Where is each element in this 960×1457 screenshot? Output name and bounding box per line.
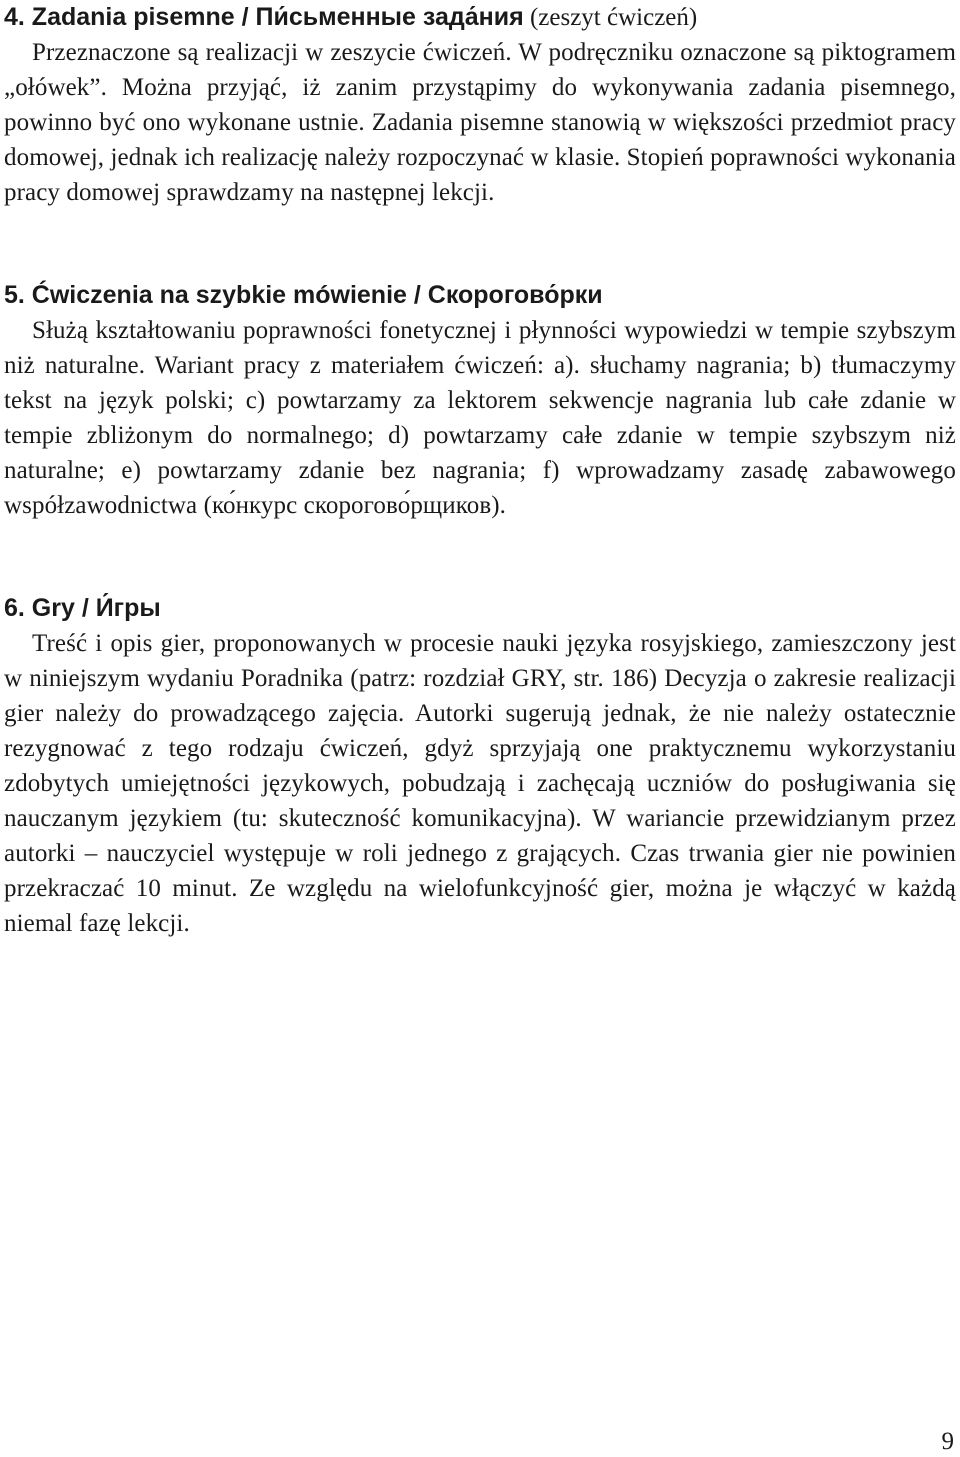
section-heading: 5. Ćwiczenia na szybkie mówienie / Скорогово́рки	[4, 281, 603, 309]
section-written-tasks	[4, 0, 956, 210]
section-paragraph: Służą kształtowaniu poprawności fonetycznej i płynności wypowiedzi w tempie szybszym niż naturalne. Wariant pracy z materiałem ćwiczeń: a). słuchamy nagrania; b) tłumaczymy tekst na język polski; c) powtarzamy za lektorem sekwencje nagrania lub całe zdanie w tempie zbliżonym do normalnego; d) powtarzamy całe zdanie w tempie szybszym niż naturalne; e) powtarzamy zdanie bez nagrania; f) wprowadzamy zasadę zabawowego współzawodnictwa (ко́нкурс скорогово́рщиков).	[4, 317, 956, 519]
section-paragraph: Przeznaczone są realizacji w zeszycie ćwiczeń. W podręczniku oznaczone są piktogramem „ołówek”. Można przyjąć, iż zanim przystąpimy do wykonywania zadania pisemnego, powinno być ono wykonane ustnie. Zadania pisemne stanowią w większości przedmiot pracy domowej, jednak ich realizację należy rozpoczynać w klasie. Stopień poprawności wykonania pracy domowej sprawdzamy na następnej lekcji.	[4, 39, 956, 206]
heading-title: 4. Zadania pisemne / Пи́сьменные зада́ния	[4, 3, 524, 31]
section-tongue-twisters	[4, 278, 956, 523]
section-paragraph: Treść i opis gier, proponowanych w procesie nauki języka rosyjskiego, zamieszczony jest w niniejszym wydaniu Poradnika (patrz: rozdział GRY, str. 186) Decyzja o zakresie realizacji gier należy do prowadzącego zajęcia. Autorki sugerują jednak, że nie należy ostatecznie rezygnować z tego rodzaju ćwiczeń, gdyż sprzyjają one praktycznemu wykorzystaniu zdobytych umiejętności językowych, pobudzają i zachęcają uczniów do posługiwania się nauczanym językiem (tu: skuteczność komunikacyjna). W wariancie przewidzianym przez autorki – nauczyciel występuje w roli jednego z grających. Czas trwania gier nie powinien przekraczać 10 minut. Ze względu na wielofunkcyjność gier, można je włączyć w każdą niemal fazę lekcji.	[4, 630, 956, 937]
heading-note: (zeszyt ćwiczeń)	[523, 4, 698, 31]
page-number: 9	[941, 1428, 954, 1455]
section-heading: 6. Gry / И́гры	[4, 594, 161, 622]
section-heading	[4, 0, 956, 35]
section-games	[4, 591, 956, 941]
